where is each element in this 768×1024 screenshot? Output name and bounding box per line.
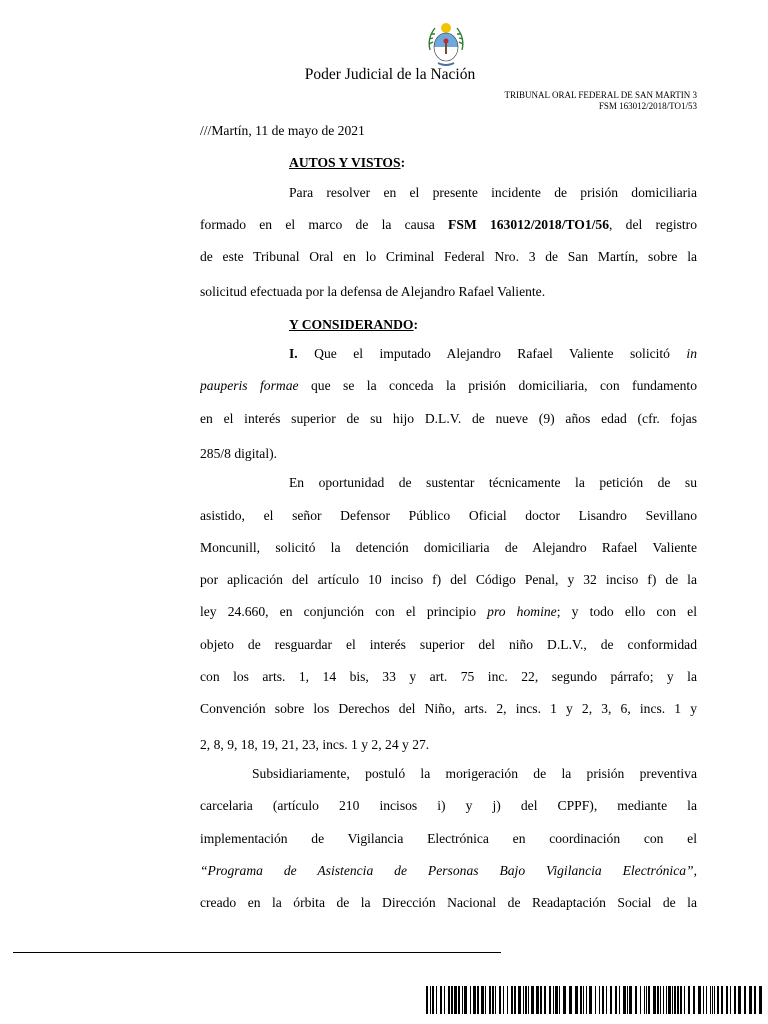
paragraph-line: asistido, el señor Defensor Público Oficial doctor Lisandro Sevillano bbox=[200, 507, 697, 523]
text-run: , del registro bbox=[609, 216, 697, 232]
heading-y-considerando bbox=[200, 314, 697, 346]
paragraph-line: Subsidiariamente, postuló la morigeración de la prisión preventiva bbox=[252, 765, 697, 781]
heading-autos-colon: : bbox=[400, 155, 406, 171]
case-number: FSM 163012/2018/TO1/56 bbox=[448, 216, 610, 232]
paragraph-line: Convención sobre los Derechos del Niño, arts. 2, incs. 1 y 2, 3, 6, incs. 1 y bbox=[200, 701, 697, 717]
tribunal-name: TRIBUNAL ORAL FEDERAL DE SAN MARTIN 3 bbox=[504, 90, 697, 100]
tribunal-block bbox=[505, 90, 697, 111]
latin-term: pauperis formae bbox=[200, 378, 299, 394]
court-title: Poder Judicial de la Nación bbox=[304, 66, 476, 83]
paragraph-line: Moncunill, solicitó la detención domiciliaria de Alejandro Rafael Valiente bbox=[200, 539, 697, 555]
heading-autos-text: AUTOS Y VISTOS bbox=[289, 155, 401, 171]
date-line: ///Martín, 11 de mayo de 2021 bbox=[200, 123, 365, 138]
latin-term: pro homine bbox=[487, 604, 557, 620]
text-run: formado en el marco de la causa bbox=[200, 216, 449, 232]
footnote-divider bbox=[13, 952, 501, 953]
paragraph-line: creado en la órbita de la Dirección Nacional de Readaptación Social de la bbox=[200, 895, 697, 911]
text-run: ley 24.660, en conjunción con el principio bbox=[200, 604, 488, 620]
coat-of-arms-icon bbox=[425, 20, 467, 68]
paragraph-line: solicitud efectuada por la defensa de Alejandro Rafael Valiente. bbox=[200, 284, 546, 300]
program-name: “Programa de Asistencia de Personas Bajo Vigilancia Electrónica” bbox=[200, 862, 694, 878]
paragraph-line: En oportunidad de sustentar técnicamente la petición de su bbox=[289, 475, 697, 491]
paragraph-line: implementación de Vigilancia Electrónica en coordinación con el bbox=[200, 830, 697, 846]
paragraph-line bbox=[200, 346, 697, 378]
paragraph-line bbox=[200, 378, 697, 410]
paragraph-line: Para resolver en el presente incidente de prisión domiciliaria bbox=[289, 184, 697, 200]
text-run: , bbox=[693, 862, 697, 878]
paragraph-line: 2, 8, 9, 18, 19, 21, 23, incs. 1 y 2, 24 y 27. bbox=[200, 736, 430, 752]
heading-considerando-colon: : bbox=[413, 316, 419, 332]
resolution-body bbox=[200, 120, 697, 927]
text-run: Que el imputado Alejandro Rafael Valiente solicitó bbox=[297, 346, 687, 362]
paragraph-line bbox=[200, 863, 697, 895]
text-run: ; y todo ello con el bbox=[556, 604, 697, 620]
paragraph-line: 285/8 digital). bbox=[200, 445, 278, 461]
paragraph-line: de este Tribunal Oral en lo Criminal Federal Nro. 3 de San Martín, sobre la bbox=[200, 249, 697, 265]
section-numeral: I. bbox=[289, 346, 298, 362]
paragraph-line bbox=[200, 217, 697, 249]
paragraph-line: por aplicación del artículo 10 inciso f) del Código Penal, y 32 inciso f) de la bbox=[200, 572, 697, 588]
heading-autos-y-vistos bbox=[200, 152, 697, 184]
document-barcode bbox=[426, 986, 764, 1014]
paragraph-line bbox=[200, 604, 697, 636]
paragraph-line: carcelaria (artículo 210 incisos i) y j) del CPPF), mediante la bbox=[200, 798, 697, 814]
text-run: que se la conceda la prisión domiciliaria, con fundamento bbox=[298, 378, 697, 394]
file-reference: FSM 163012/2018/TO1/53 bbox=[598, 100, 697, 111]
barcode-bar bbox=[759, 986, 762, 1014]
paragraph-line: con los arts. 1, 14 bis, 33 y art. 75 inc. 22, segundo párrafo; y la bbox=[200, 669, 697, 685]
paragraph-line: objeto de resguardar el interés superior del niño D.L.V., de conformidad bbox=[200, 636, 697, 652]
heading-considerando-text: Y CONSIDERANDO bbox=[289, 316, 414, 332]
paragraph-line: en el interés superior de su hijo D.L.V. de nueve (9) años edad (cfr. fojas bbox=[200, 410, 697, 426]
latin-term: in bbox=[686, 346, 697, 362]
